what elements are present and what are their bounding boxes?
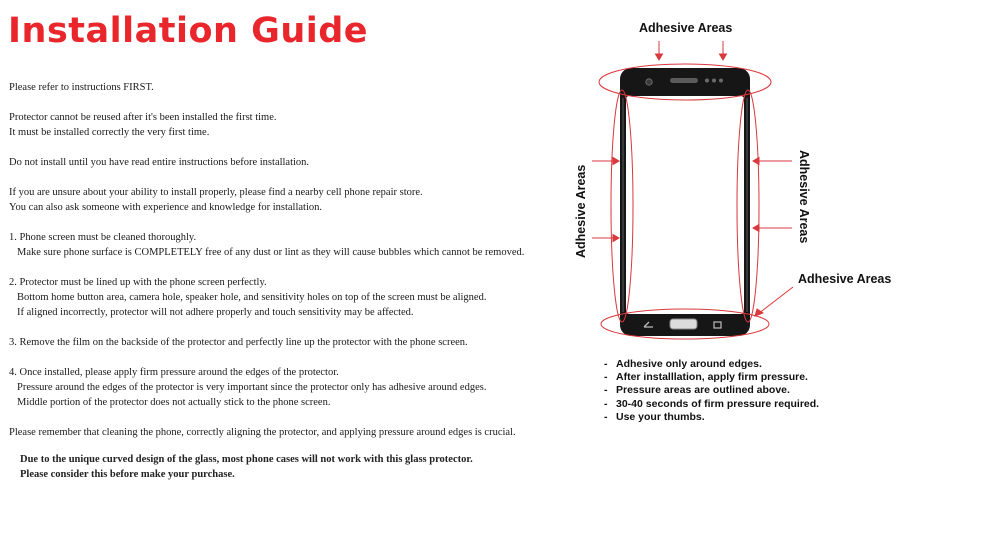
spacer [9, 320, 569, 335]
adhesive-label-right: Adhesive Areas [797, 150, 811, 244]
dash-icon: - [604, 358, 608, 370]
instruction-line: Do not install until you have read entire instructions before installation. [9, 157, 310, 168]
tip-text: Use your thumbs. [616, 410, 705, 423]
instructions-list [9, 80, 569, 440]
adhesive-label-bottom-right: Adhesive Areas [798, 272, 892, 286]
phone-illustration [560, 0, 1000, 547]
spacer [9, 260, 569, 275]
spacer [9, 170, 569, 185]
instruction-line: Please refer to instructions FIRST. [9, 82, 154, 93]
tip-item [604, 371, 819, 384]
sensor-dot-icon [712, 79, 716, 83]
instruction-line: You can also ask someone with experience and knowledge for installation. [9, 202, 322, 213]
instruction-line: Protector cannot be reused after it's been installed the first time. [9, 112, 277, 123]
spacer [9, 215, 569, 230]
home-button-icon [670, 319, 697, 329]
note-line: Due to the unique curved design of the glass, most phone cases will not work with this glass protector. [20, 454, 473, 465]
instruction-line: Pressure around the edges of the protector is very important since the protector only has adhesive around edges. [17, 382, 487, 393]
adhesive-label-top: Adhesive Areas [639, 21, 733, 35]
spacer [9, 350, 569, 365]
instruction-line: It must be installed correctly the very first time. [9, 127, 210, 138]
speaker-icon [670, 78, 698, 83]
instruction-line: Please remember that cleaning the phone, correctly aligning the protector, and applying pressure around edges is crucial. [9, 427, 516, 438]
instruction-line: Middle portion of the protector does not actually stick to the phone screen. [17, 397, 331, 408]
tip-text: 30-40 seconds of firm pressure required. [616, 397, 820, 410]
compatibility-note [20, 452, 473, 482]
tip-text: Adhesive only around edges. [616, 358, 762, 370]
tip-item [604, 398, 819, 411]
instruction-line: 3. Remove the film on the backside of the protector and perfectly line up the protector with the phone screen. [9, 337, 468, 348]
tip-item [604, 384, 819, 397]
adhesive-label-left: Adhesive Areas [574, 164, 588, 258]
phone-diagram [560, 0, 1000, 547]
tip-text: Pressure areas are outlined above. [616, 384, 790, 397]
camera-icon [646, 79, 652, 85]
spacer [9, 410, 569, 425]
dash-icon: - [604, 410, 608, 423]
sensor-dot-icon [705, 79, 709, 83]
instruction-line: Make sure phone surface is COMPLETELY free of any dust or lint as they will cause bubbles which cannot be removed. [17, 247, 525, 258]
note-line: Please consider this before make your purchase. [20, 469, 235, 480]
phone-screen-area [626, 96, 744, 314]
tip-text: After installlation, apply firm pressure. [616, 371, 808, 384]
spacer [9, 95, 569, 110]
instruction-line: 2. Protector must be lined up with the phone screen perfectly. [9, 277, 267, 288]
tips-list [604, 358, 819, 424]
tip-item [604, 411, 819, 424]
sensor-dot-icon [719, 79, 723, 83]
dash-icon: - [604, 397, 608, 410]
instruction-line: 1. Phone screen must be cleaned thoroughly. [9, 232, 197, 243]
instruction-line: If you are unsure about your ability to install properly, please find a nearby cell phone repair store. [9, 187, 423, 198]
instruction-line: Bottom home button area, camera hole, speaker hole, and sensitivity holes on top of the screen must be aligned. [17, 292, 487, 303]
dash-icon: - [604, 384, 608, 397]
page-title: Installation Guide [8, 11, 369, 51]
instruction-line: If aligned incorrectly, protector will not adhere properly and touch sensitivity may be affected. [17, 307, 414, 318]
spacer [9, 140, 569, 155]
dash-icon: - [604, 371, 608, 384]
instruction-line: 4. Once installed, please apply firm pressure around the edges of the protector. [9, 367, 339, 378]
tip-item [604, 358, 819, 371]
